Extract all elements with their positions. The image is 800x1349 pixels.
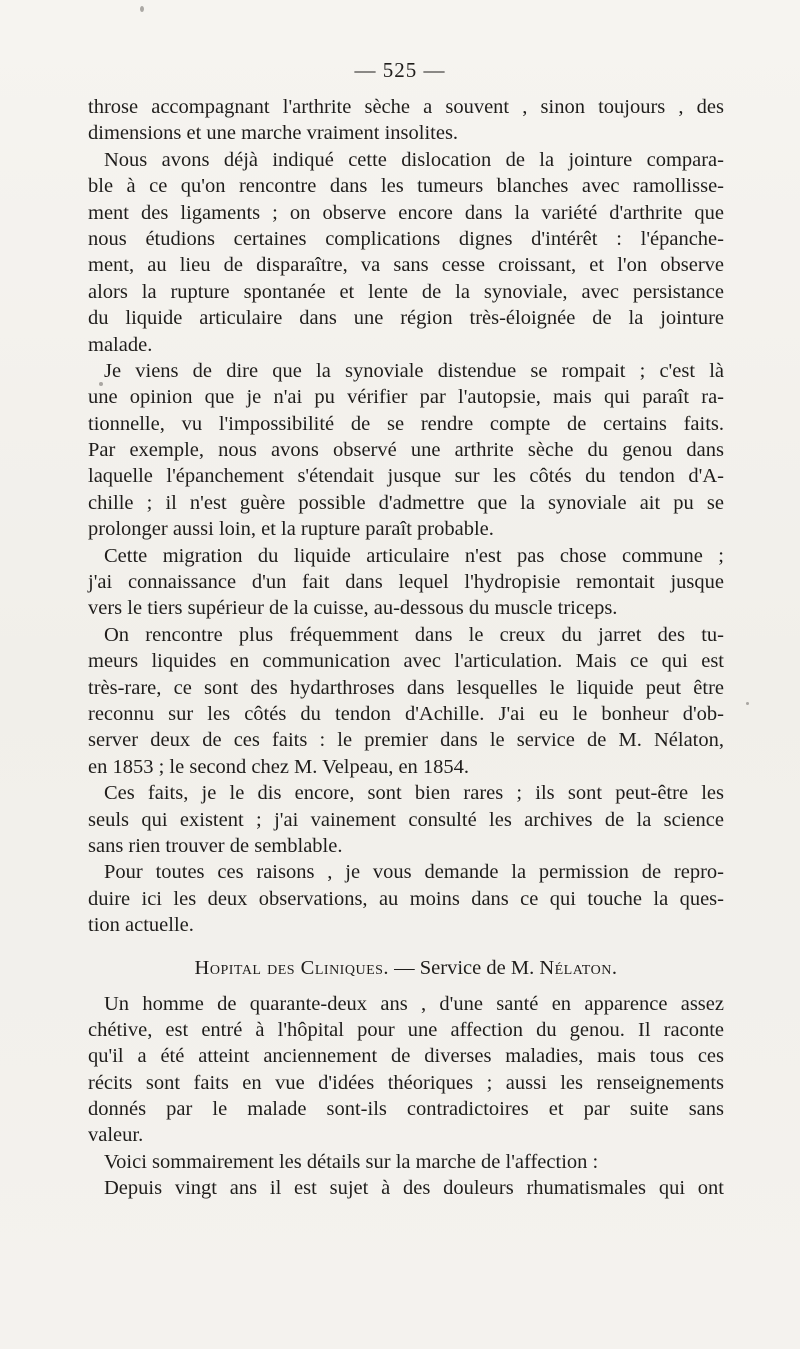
text-line: en 1853 ; le second chez M. Velpeau, en 1854.: [88, 755, 470, 778]
text-line: Un homme de quarante-deux ans , d'une santé en apparence assez: [104, 992, 724, 1015]
text-line: valeur.: [88, 1124, 144, 1147]
text-line: Ces faits, je le dis encore, sont bien rares ; ils sont peut-être les: [104, 782, 724, 805]
text-line: throse accompagnant l'arthrite sèche a souvent , sinon toujours , des: [88, 96, 724, 118]
text-line: j'ai connaissance d'un fait dans lequel l'hydropisie remontait jusque: [88, 571, 724, 594]
heading-hospital: Hopital des Cliniques.: [194, 956, 390, 979]
text-line: malade.: [88, 333, 153, 356]
text-line: seuls qui existent ; j'ai vainement consulté les archives de la science: [88, 808, 724, 831]
text-line: Pour toutes ces raisons , je vous demande la permission de repro-: [104, 861, 724, 884]
text-line: qu'il a été atteint anciennement de diverses maladies, mais tous ces: [88, 1045, 724, 1068]
text-line: tion actuelle.: [88, 914, 194, 937]
text-line: chétive, est entré à l'hôpital pour une affection du genou. Il raconte: [88, 1018, 724, 1041]
text-line: Depuis vingt ans il est sujet à des douleurs rhumatismales qui ont: [104, 1177, 724, 1200]
heading-service: — Service de M.: [389, 956, 540, 979]
text-line: une opinion que je n'ai pu vérifier par l'autopsie, mais qui paraît ra-: [88, 386, 724, 409]
paragraphs-after-heading: [88, 991, 724, 1202]
text-line: sans rien trouver de semblable.: [88, 834, 343, 857]
text-line: très-rare, ce sont des hydarthroses dans lesquelles le liquide peut être: [88, 676, 724, 699]
text-line: prolonger aussi loin, et la rupture paraît probable.: [88, 518, 494, 541]
text-line: reconnu sur les côtés du tendon d'Achille. J'ai eu le bonheur d'ob-: [88, 702, 724, 725]
text-line: laquelle l'épanchement s'étendait jusque sur les côtés du tendon d'A-: [88, 465, 724, 488]
text-line: Voici sommairement les détails sur la marche de l'affection :: [104, 1150, 599, 1173]
heading-surgeon: Nélaton.: [539, 956, 618, 979]
text-line: nous étudions certaines complications dignes d'intérêt : l'épanche-: [88, 227, 724, 250]
text-line: ment des ligaments ; on observe encore dans la variété d'arthrite que: [88, 201, 724, 224]
text-line: donnés par le malade sont-ils contradictoires et par suite sans: [88, 1098, 724, 1121]
text-line: dimensions et une marche vraiment insolites.: [88, 122, 459, 145]
text-line: duire ici les deux observations, au moins dans ce qui touche la ques-: [88, 887, 724, 910]
text-line: ment, au lieu de disparaître, va sans cesse croissant, et l'on observe: [88, 254, 724, 277]
text-line: meurs liquides en communication avec l'articulation. Mais ce qui est: [88, 650, 724, 673]
text-line: Je viens de dire que la synoviale distendue se rompait ; c'est là: [104, 359, 724, 382]
text-line: server deux de ces faits : le premier dans le service de M. Nélaton,: [88, 729, 724, 752]
section-heading: [88, 951, 724, 985]
text-line: tionnelle, vu l'impossibilité de se rendre compte de certains faits.: [88, 412, 724, 435]
text-line: du liquide articulaire dans une région très-éloignée de la jointure: [88, 307, 724, 330]
paper-speck: [140, 6, 144, 12]
text-line: alors la rupture spontanée et lente de la synoviale, avec persistance: [88, 280, 724, 303]
body-text: [88, 94, 724, 1202]
text-line: récits sont faits en vue d'idées théoriques ; aussi les renseignements: [88, 1071, 724, 1094]
paper-speck: [99, 382, 103, 386]
text-line: vers le tiers supérieur de la cuisse, au-dessous du muscle triceps.: [88, 597, 618, 620]
text-line: chille ; il n'est guère possible d'admettre que la synoviale ait pu se: [88, 491, 724, 514]
text-line: Cette migration du liquide articulaire n'est pas chose commune ;: [104, 544, 724, 567]
paragraphs-before-heading: [88, 94, 724, 939]
paper-speck: [746, 702, 749, 705]
text-line: On rencontre plus fréquemment dans le creux du jarret des tu-: [104, 623, 724, 646]
text-line: ble à ce qu'on rencontre dans les tumeurs blanches avec ramollisse-: [88, 175, 724, 198]
page-number: — 525 —: [354, 58, 446, 82]
text-line: Nous avons déjà indiqué cette dislocation de la jointure compara-: [104, 148, 724, 171]
text-line: Par exemple, nous avons observé une arthrite sèche du genou dans: [88, 439, 724, 462]
